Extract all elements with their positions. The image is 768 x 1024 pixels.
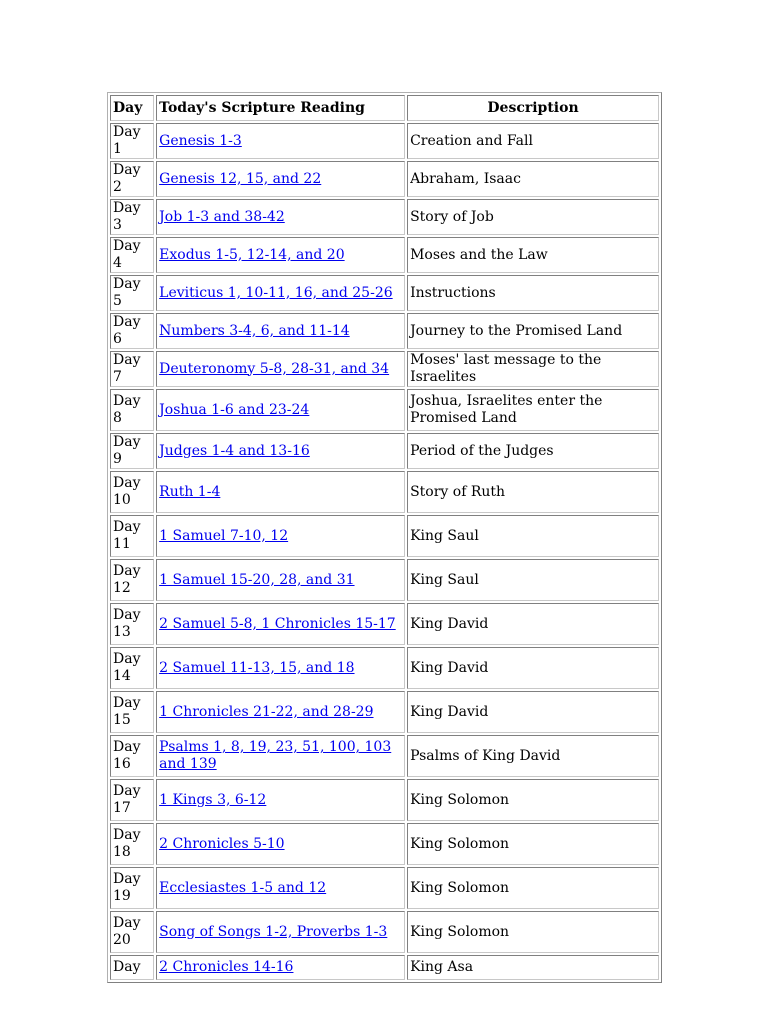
reading-cell xyxy=(156,351,405,387)
description-cell: Joshua, Israelites enter the Promised Land xyxy=(407,389,659,431)
day-cell: Day 15 xyxy=(110,691,154,733)
scripture-reading-link[interactable]: 1 Kings 3, 6-12 xyxy=(159,791,267,808)
description-cell: King David xyxy=(407,647,659,689)
table-row xyxy=(110,779,659,821)
table-row xyxy=(110,911,659,953)
table-row xyxy=(110,603,659,645)
table-row xyxy=(110,955,659,980)
scripture-reading-link[interactable]: 2 Samuel 5-8, 1 Chronicles 15-17 xyxy=(159,615,396,632)
day-cell: Day 18 xyxy=(110,823,154,865)
scripture-reading-link[interactable]: Song of Songs 1-2, Proverbs 1-3 xyxy=(159,923,388,940)
table-row xyxy=(110,691,659,733)
scripture-reading-link[interactable]: Psalms 1, 8, 19, 23, 51, 100, 103 and 139 xyxy=(159,739,392,772)
table-row xyxy=(110,389,659,431)
description-cell: Story of Job xyxy=(407,199,659,235)
description-cell: Abraham, Isaac xyxy=(407,161,659,197)
description-cell: Creation and Fall xyxy=(407,123,659,159)
description-cell: Moses and the Law xyxy=(407,237,659,273)
scripture-reading-link[interactable]: Ecclesiastes 1-5 and 12 xyxy=(159,879,327,896)
day-cell: Day xyxy=(110,955,154,980)
day-cell: Day 20 xyxy=(110,911,154,953)
day-cell: Day 1 xyxy=(110,123,154,159)
scripture-reading-link[interactable]: Genesis 12, 15, and 22 xyxy=(159,170,322,187)
scripture-reading-link[interactable]: Joshua 1-6 and 23-24 xyxy=(159,401,310,418)
scripture-reading-link[interactable]: Ruth 1-4 xyxy=(159,483,221,500)
day-cell: Day 14 xyxy=(110,647,154,689)
description-cell: King Saul xyxy=(407,559,659,601)
reading-cell xyxy=(156,823,405,865)
reading-cell xyxy=(156,313,405,349)
reading-cell xyxy=(156,779,405,821)
header-day: Day xyxy=(110,95,154,121)
day-cell: Day 3 xyxy=(110,199,154,235)
table-row xyxy=(110,559,659,601)
reading-schedule-table xyxy=(107,92,662,983)
scripture-reading-link[interactable]: Deuteronomy 5-8, 28-31, and 34 xyxy=(159,360,390,377)
day-cell: Day 10 xyxy=(110,471,154,513)
description-cell: King Solomon xyxy=(407,823,659,865)
reading-cell xyxy=(156,515,405,557)
day-cell: Day 16 xyxy=(110,735,154,777)
table-row xyxy=(110,237,659,273)
day-cell: Day 17 xyxy=(110,779,154,821)
description-cell: King Solomon xyxy=(407,779,659,821)
reading-cell xyxy=(156,603,405,645)
day-cell: Day 19 xyxy=(110,867,154,909)
day-cell: Day 8 xyxy=(110,389,154,431)
reading-cell xyxy=(156,275,405,311)
day-cell: Day 12 xyxy=(110,559,154,601)
scripture-reading-link[interactable]: Exodus 1-5, 12-14, and 20 xyxy=(159,246,345,263)
scripture-reading-link[interactable]: Judges 1-4 and 13-16 xyxy=(159,442,310,459)
reading-cell xyxy=(156,389,405,431)
table-row xyxy=(110,515,659,557)
day-cell: Day 7 xyxy=(110,351,154,387)
scripture-reading-link[interactable]: 1 Chronicles 21-22, and 28-29 xyxy=(159,703,374,720)
table-row xyxy=(110,433,659,469)
table-row xyxy=(110,867,659,909)
table-row xyxy=(110,161,659,197)
day-cell: Day 6 xyxy=(110,313,154,349)
table-row xyxy=(110,351,659,387)
reading-cell xyxy=(156,955,405,980)
reading-cell xyxy=(156,471,405,513)
reading-cell xyxy=(156,123,405,159)
description-cell: King Solomon xyxy=(407,867,659,909)
description-cell: Instructions xyxy=(407,275,659,311)
scripture-reading-link[interactable]: 1 Samuel 7-10, 12 xyxy=(159,527,289,544)
description-cell: King David xyxy=(407,691,659,733)
table-row xyxy=(110,647,659,689)
reading-cell xyxy=(156,433,405,469)
table-row xyxy=(110,471,659,513)
scripture-reading-link[interactable]: Leviticus 1, 10-11, 16, and 25-26 xyxy=(159,284,393,301)
day-cell: Day 4 xyxy=(110,237,154,273)
reading-cell xyxy=(156,911,405,953)
description-cell: King Asa xyxy=(407,955,659,980)
scripture-reading-link[interactable]: 2 Chronicles 14-16 xyxy=(159,959,294,975)
reading-cell xyxy=(156,161,405,197)
description-cell: King Saul xyxy=(407,515,659,557)
reading-cell xyxy=(156,691,405,733)
reading-cell xyxy=(156,237,405,273)
scripture-reading-link[interactable]: 2 Samuel 11-13, 15, and 18 xyxy=(159,659,355,676)
reading-cell xyxy=(156,199,405,235)
description-cell: Moses' last message to the Israelites xyxy=(407,351,659,387)
day-cell: Day 13 xyxy=(110,603,154,645)
description-cell: King David xyxy=(407,603,659,645)
table-row xyxy=(110,123,659,159)
reading-cell xyxy=(156,867,405,909)
description-cell: Journey to the Promised Land xyxy=(407,313,659,349)
table-row xyxy=(110,199,659,235)
day-cell: Day 11 xyxy=(110,515,154,557)
scripture-reading-link[interactable]: Job 1-3 and 38-42 xyxy=(159,208,285,225)
description-cell: Story of Ruth xyxy=(407,471,659,513)
scripture-reading-link[interactable]: 2 Chronicles 5-10 xyxy=(159,835,285,852)
scripture-reading-link[interactable]: Genesis 1-3 xyxy=(159,132,242,149)
day-cell: Day 5 xyxy=(110,275,154,311)
reading-cell xyxy=(156,559,405,601)
table-row xyxy=(110,313,659,349)
reading-cell xyxy=(156,647,405,689)
table-body xyxy=(110,123,659,980)
table-header-row xyxy=(110,95,659,121)
scripture-reading-link[interactable]: 1 Samuel 15-20, 28, and 31 xyxy=(159,571,355,588)
description-cell: King Solomon xyxy=(407,911,659,953)
table-row xyxy=(110,823,659,865)
scripture-reading-link[interactable]: Numbers 3-4, 6, and 11-14 xyxy=(159,322,350,339)
description-cell: Psalms of King David xyxy=(407,735,659,777)
header-scripture-reading: Today's Scripture Reading xyxy=(156,95,405,121)
header-description: Description xyxy=(407,95,659,121)
reading-cell xyxy=(156,735,405,777)
day-cell: Day 2 xyxy=(110,161,154,197)
table-row xyxy=(110,275,659,311)
day-cell: Day 9 xyxy=(110,433,154,469)
description-cell: Period of the Judges xyxy=(407,433,659,469)
table-row xyxy=(110,735,659,777)
